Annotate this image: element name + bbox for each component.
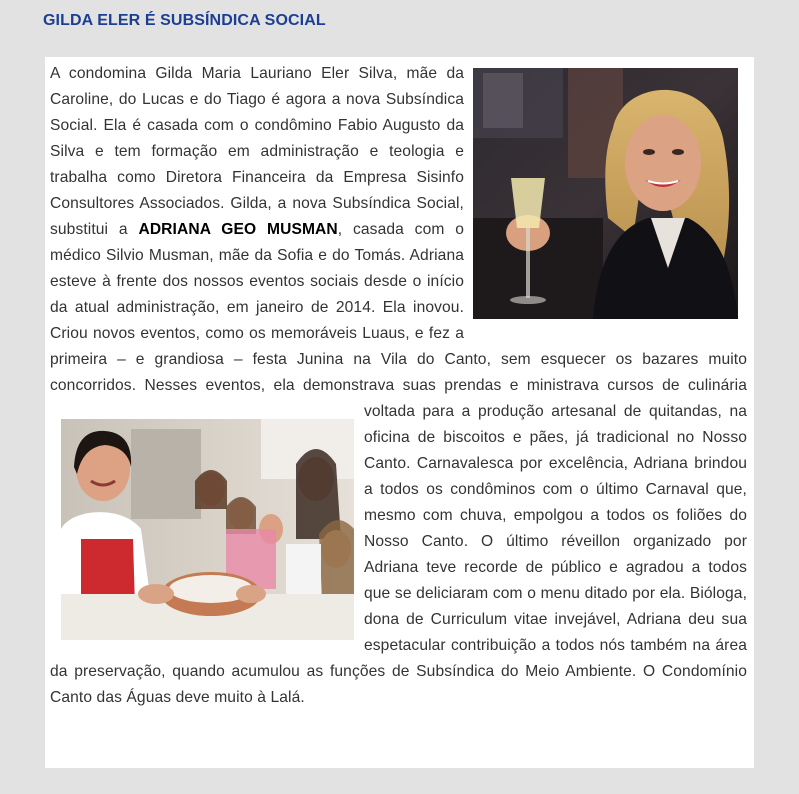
article-body-part2: produção artesanal de quitandas, na oficina de biscoitos e pães, já tradicional no Nosso Canto. Carnavalesca por excelência, Adriana brindou a todos os condôminos com o último Carnaval que, mesmo com chuva, empolgou a todos os foliões do Nosso Canto. O último réveillon organizado por Adriana teve recorde de público e agradou a todos que se deliciaram com o menu ditado por ela. Bióloga, dona de Curriculum vitae invejável, Adriana deu sua espetacular contribuição a todos nós também na área da preservação, quando acumulou as funções de Subsíndica do Meio Ambiente. O Condomínio Canto das Águas deve muito à Lalá. bbox=[50, 403, 747, 706]
article-body bbox=[50, 61, 747, 711]
page-title: GILDA ELER É SUBSÍNDICA SOCIAL bbox=[43, 12, 326, 29]
highlighted-name: ADRIANA GEO MUSMAN bbox=[138, 221, 338, 238]
portrait-photo bbox=[473, 68, 738, 319]
cooking-class-photo bbox=[61, 419, 354, 640]
article-panel bbox=[45, 57, 754, 768]
article-intro: A condomina Gilda Maria Lauriano Eler Silva, mãe da Caroline, do Lucas e do Tiago é agora a nova Subsíndica Social. Ela é casada com o condômino Fabio Augusto da Silva e tem formação em administração e teologia e trabalha como Diretora Financeira da Empresa Sisinfo Consultores Associados. Gilda, a nova Subsíndica Social, substitui a bbox=[50, 65, 464, 238]
article-body-part1: , casada com o médico Silvio Musman, mãe da Sofia e do Tomás. Adriana esteve à frente dos nossos eventos sociais desde o início da atual administração, em janeiro de 2014. Ela inovou. Criou novos eventos, como os memoráveis Luaus, e fez a primeira – e grandiosa – festa Junina na Vila do Canto, sem esquecer os bazares muito concorridos. Nesses eventos, ela demonstrava suas prendas e ministrava cursos de culinária voltada para a bbox=[50, 221, 747, 420]
